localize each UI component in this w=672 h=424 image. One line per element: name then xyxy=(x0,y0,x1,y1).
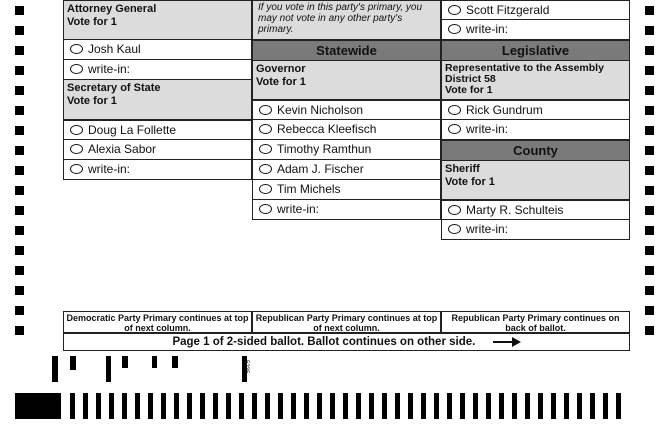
ballot-code: 5235 xyxy=(243,360,249,374)
section-legislative: Legislative xyxy=(441,40,630,61)
oval-icon[interactable] xyxy=(70,164,83,174)
oval-icon[interactable] xyxy=(259,164,272,174)
page-footer xyxy=(63,333,630,351)
oval-icon[interactable] xyxy=(70,64,83,74)
vote-for-label: Vote for 1 xyxy=(445,176,495,188)
option-alexia-sabor[interactable]: Alexia Sabor xyxy=(63,140,252,160)
option-write-in[interactable]: write-in: xyxy=(441,20,630,40)
option-rebecca-kleefisch[interactable]: Rebecca Kleefisch xyxy=(252,120,441,140)
oval-icon[interactable] xyxy=(259,105,272,115)
oval-icon[interactable] xyxy=(448,105,461,115)
option-write-in[interactable]: write-in: xyxy=(441,220,630,240)
vote-for-label: Vote for 1 xyxy=(67,95,117,107)
oval-icon[interactable] xyxy=(259,124,272,134)
section-county: County xyxy=(441,140,630,161)
oval-icon[interactable] xyxy=(259,204,272,214)
oval-icon[interactable] xyxy=(70,44,83,54)
oval-icon[interactable] xyxy=(259,144,272,154)
oval-icon[interactable] xyxy=(70,144,83,154)
contest-title: Sheriff xyxy=(445,163,480,175)
option-marty-r-schulteis[interactable]: Marty R. Schulteis xyxy=(441,200,630,220)
assembly-header xyxy=(441,61,630,100)
party-primary-note: If you vote in this party's primary, you may not vote in any other party's primary. xyxy=(252,0,441,40)
option-write-in[interactable]: write-in: xyxy=(63,60,252,80)
contest-title: Attorney General xyxy=(67,3,157,15)
option-write-in[interactable]: write-in: xyxy=(63,160,252,180)
attorney-general-header xyxy=(63,0,252,40)
sheriff-header xyxy=(441,161,630,200)
oval-icon[interactable] xyxy=(259,184,272,194)
governor-header xyxy=(252,61,441,100)
continues-republican-column: Republican Party Primary continues at top of next column. xyxy=(252,311,441,333)
option-scott-fitzgerald[interactable]: Scott Fitzgerald xyxy=(441,0,630,20)
contest-title: Secretary of State xyxy=(67,82,161,94)
vote-for-label: Vote for 1 xyxy=(445,84,493,96)
arrow-right-icon xyxy=(493,337,521,347)
oval-icon[interactable] xyxy=(448,24,461,34)
contest-title: Representative to the Assembly xyxy=(445,62,604,74)
oval-icon[interactable] xyxy=(448,205,461,215)
section-statewide: Statewide xyxy=(252,40,441,61)
vote-for-label: Vote for 1 xyxy=(67,16,117,28)
option-write-in[interactable]: write-in: xyxy=(441,120,630,140)
contest-title: Governor xyxy=(256,63,306,75)
oval-icon[interactable] xyxy=(448,5,461,15)
secretary-of-state-header xyxy=(63,80,252,120)
district-label: District 58 xyxy=(445,73,496,85)
option-josh-kaul[interactable]: Josh Kaul xyxy=(63,40,252,60)
footer-text: Page 1 of 2-sided ballot. Ballot continues on other side. xyxy=(172,336,476,348)
option-doug-la-follette[interactable]: Doug La Follette xyxy=(63,120,252,140)
option-timothy-ramthun[interactable]: Timothy Ramthun xyxy=(252,140,441,160)
option-rick-gundrum[interactable]: Rick Gundrum xyxy=(441,100,630,120)
option-tim-michels[interactable]: Tim Michels xyxy=(252,180,441,200)
option-write-in[interactable]: write-in: xyxy=(252,200,441,220)
option-kevin-nicholson[interactable]: Kevin Nicholson xyxy=(252,100,441,120)
continues-republican-back: Republican Party Primary continues on back of ballot. xyxy=(441,311,630,333)
oval-icon[interactable] xyxy=(448,224,461,234)
oval-icon[interactable] xyxy=(448,124,461,134)
continues-democratic: Democratic Party Primary continues at top of next column. xyxy=(63,311,252,333)
oval-icon[interactable] xyxy=(70,125,83,135)
option-adam-j-fischer[interactable]: Adam J. Fischer xyxy=(252,160,441,180)
vote-for-label: Vote for 1 xyxy=(256,76,306,88)
